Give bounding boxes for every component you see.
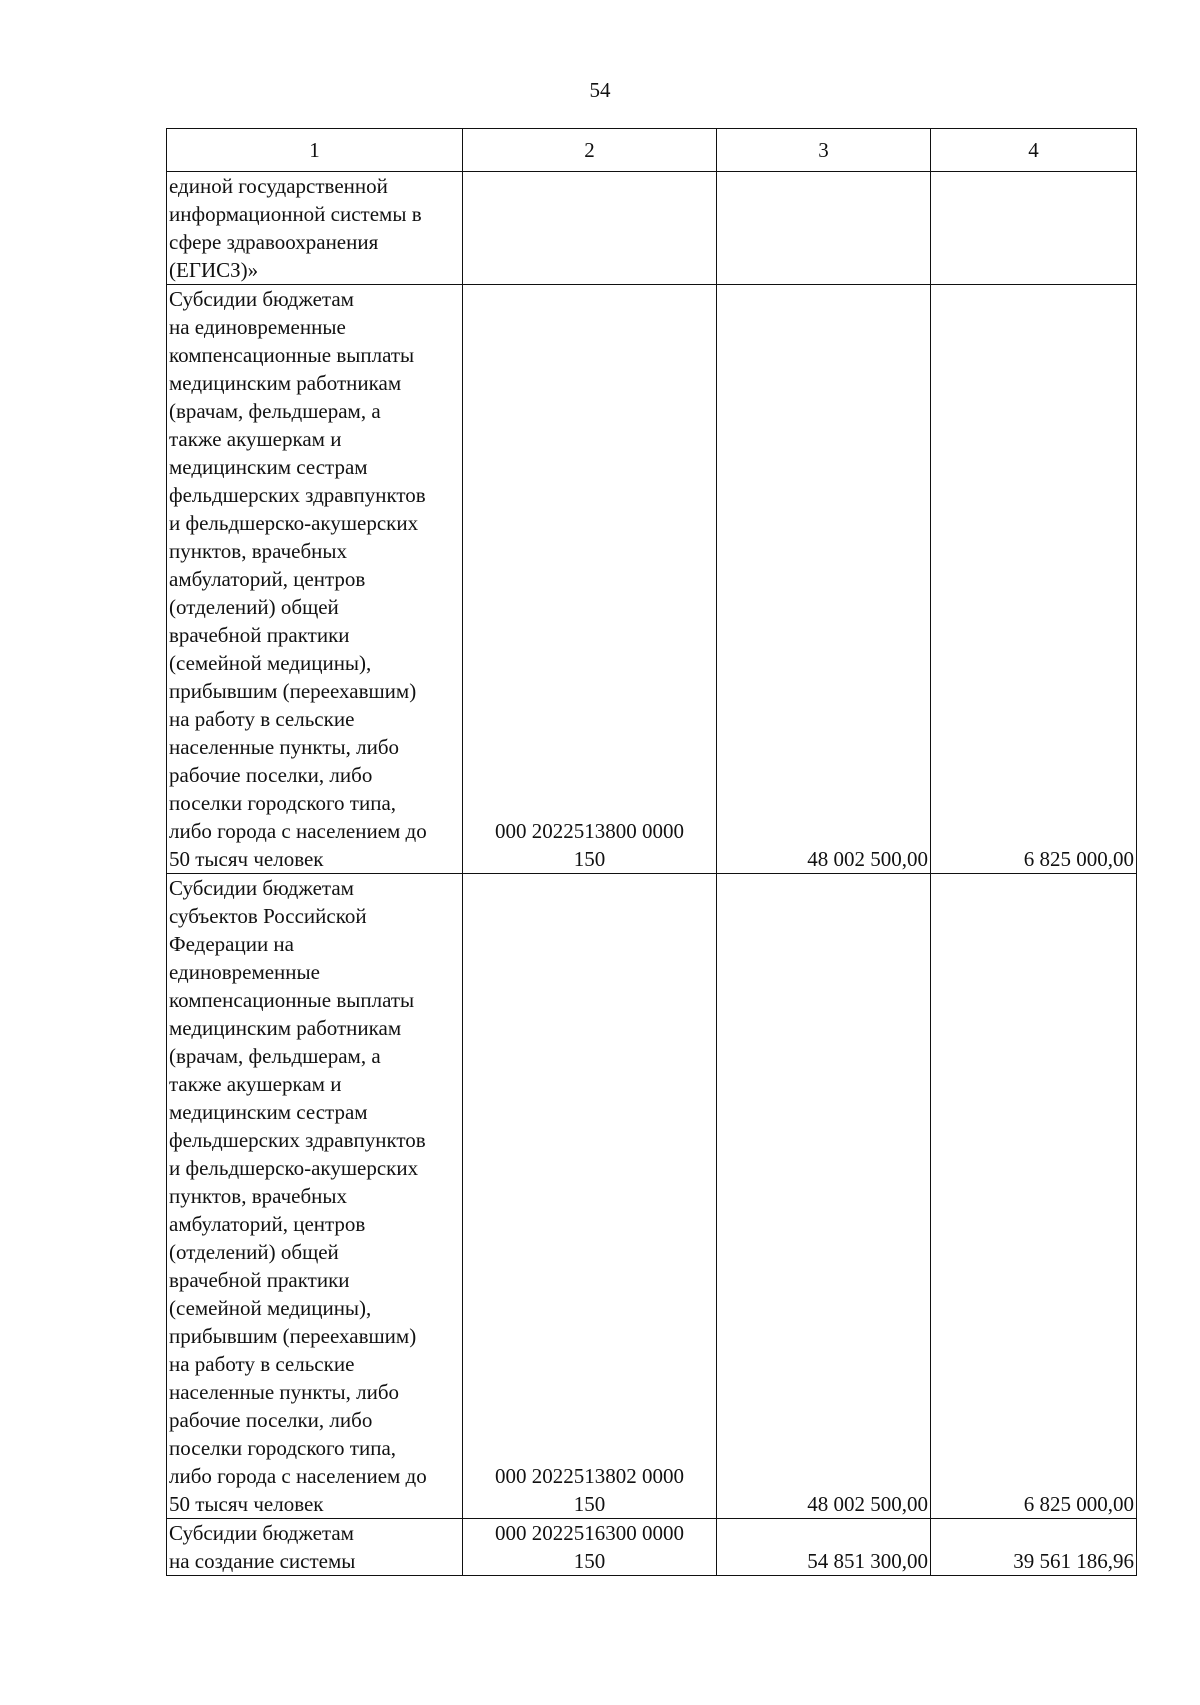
budget-code-line-1: 000 2022513800 0000 <box>495 819 684 843</box>
row-amount-column-4: 6 825 000,00 <box>931 285 1137 874</box>
row-budget-code <box>463 285 717 874</box>
column-header-4: 4 <box>931 129 1137 172</box>
row-budget-code <box>463 1519 717 1576</box>
row-description: единой государственной информационной системы в сфере здравоохранения (ЕГИСЗ)» <box>167 172 463 285</box>
budget-code-line-2: 150 <box>573 847 606 871</box>
row-amount-column-3: 54 851 300,00 <box>717 1519 931 1576</box>
column-header-2: 2 <box>463 129 717 172</box>
budget-code-line-2: 150 <box>573 1492 606 1516</box>
row-description: Субсидии бюджетам на единовременные компенсационные выплаты медицинским работникам (врачам, фельдшерам, а также акушеркам и медицинским сестрам фельдшерских здравпунктов и фельдшерско-акушерских пунктов, врачебных амбулаторий, центров (отделений) общей врачебной практики (семейной медицины), прибывшим (переехавшим) на работу в сельские населенные пункты, либо рабочие поселки, либо поселки городского типа, либо города с населением до 50 тысяч человек <box>167 285 463 874</box>
budget-table <box>166 128 1137 1576</box>
budget-code-line-2: 150 <box>573 1549 606 1573</box>
table-row <box>167 1519 1137 1576</box>
budget-code-line-1: 000 2022516300 0000 <box>495 1521 684 1545</box>
budget-code-line-1: 000 2022513802 0000 <box>495 1464 684 1488</box>
row-amount-column-4 <box>931 172 1137 285</box>
row-amount-column-3: 48 002 500,00 <box>717 874 931 1519</box>
page-number: 54 <box>589 78 611 102</box>
table-header-row <box>167 129 1137 172</box>
row-amount-column-4: 6 825 000,00 <box>931 874 1137 1519</box>
row-description: Субсидии бюджетам на создание системы <box>167 1519 463 1576</box>
row-amount-column-3: 48 002 500,00 <box>717 285 931 874</box>
row-amount-column-3 <box>717 172 931 285</box>
row-budget-code <box>463 172 717 285</box>
table-row <box>167 172 1137 285</box>
table-row <box>167 874 1137 1519</box>
table-row <box>167 285 1137 874</box>
column-header-3: 3 <box>717 129 931 172</box>
row-budget-code <box>463 874 717 1519</box>
column-header-1: 1 <box>167 129 463 172</box>
row-amount-column-4: 39 561 186,96 <box>931 1519 1137 1576</box>
row-description: Субсидии бюджетам субъектов Российской Федерации на единовременные компенсационные выплаты медицинским работникам (врачам, фельдшерам, а также акушеркам и медицинским сестрам фельдшерских здравпунктов и фельдшерско-акушерских пунктов, врачебных амбулаторий, центров (отделений) общей врачебной практики (семейной медицины), прибывшим (переехавшим) на работу в сельские населенные пункты, либо рабочие поселки, либо поселки городского типа, либо города с населением до 50 тысяч человек <box>167 874 463 1519</box>
